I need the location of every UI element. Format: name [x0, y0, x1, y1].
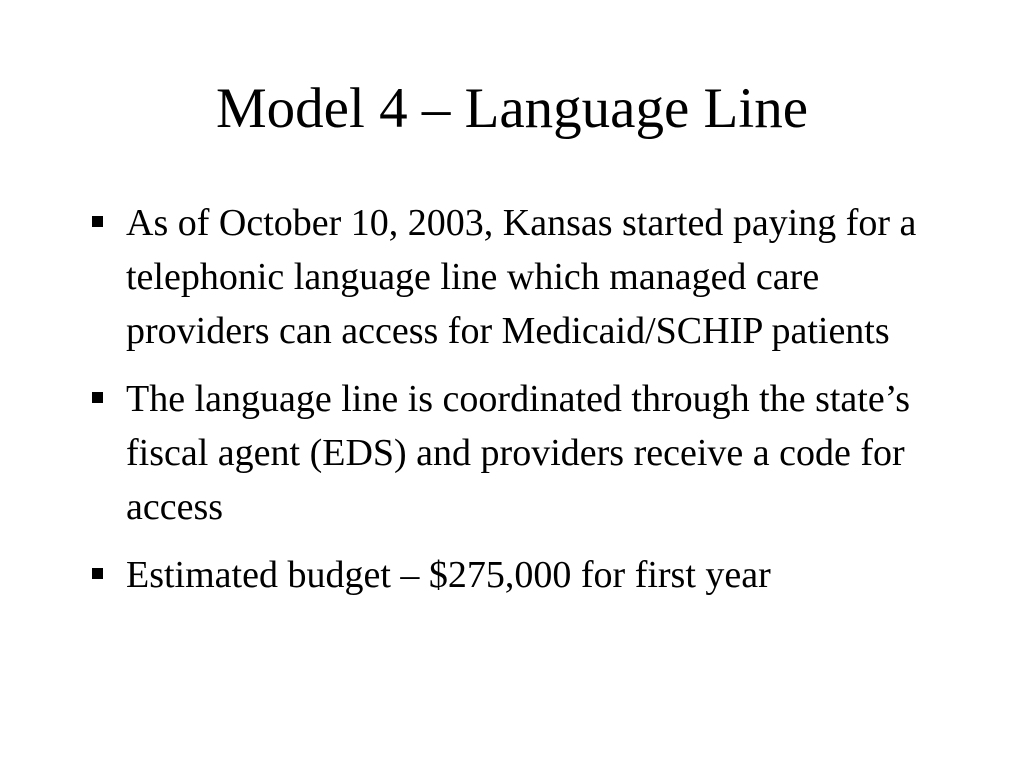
bullet-text: The language line is coordinated through the state’s fiscal agent (EDS) and providers receive a code for access: [126, 378, 911, 528]
square-bullet-icon: [92, 568, 103, 579]
bullet-item: [88, 372, 968, 534]
slide-title: Model 4 – Language Line: [216, 77, 808, 140]
square-bullet-icon: [92, 216, 103, 227]
bullet-text: As of October 10, 2003, Kansas started paying for a telephonic language line which managed care providers can access for Medicaid/SCHIP patients: [126, 202, 917, 352]
bullet-list: [88, 196, 968, 616]
bullet-item: [88, 548, 968, 602]
square-bullet-icon: [92, 392, 103, 403]
bullet-text: Estimated budget – $275,000 for first year: [126, 554, 771, 596]
bullet-item: [88, 196, 968, 358]
